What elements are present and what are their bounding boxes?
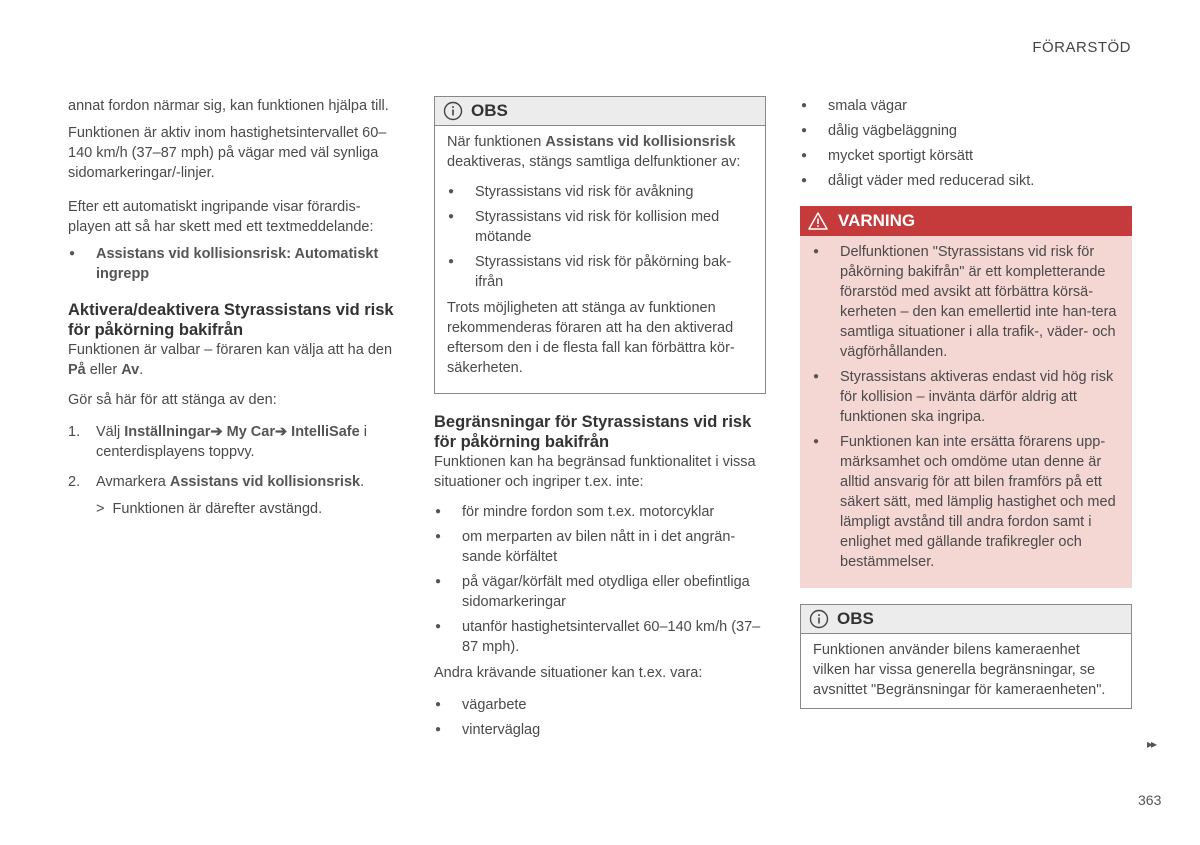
list-item: ● mycket sportigt körsätt	[800, 146, 1132, 166]
list-item: ● vinterväglag	[434, 720, 766, 740]
obs-header	[801, 605, 1131, 634]
list-item: ● smala vägar	[800, 96, 1132, 116]
paragraph: Funktionen är aktiv inom hastighetsintervallet 60–140 km/h (37–87 mph) på vägar med väl synliga sidomarkeringar/-linjer.	[68, 125, 387, 181]
list-item: ● vägarbete	[434, 695, 766, 715]
paragraph: När funktionen Assistans vid kollisionsrisk deaktiveras, stängs samtliga delfunktioner av:	[447, 134, 741, 170]
list-item: ● Styrassistans aktiveras endast vid hög risk för kollision – invänta därför aldrig att funktionen ska ingripa.	[812, 367, 1120, 427]
list-item: ● dåligt väder med reducerad sikt.	[800, 171, 1132, 191]
step-result: > Funktionen är därefter avstängd.	[96, 501, 323, 517]
column-right	[800, 96, 1132, 727]
setting-name: Assistans vid kollisionsrisk	[169, 474, 361, 490]
menu-path-mycar: My Car	[226, 424, 275, 440]
list-item: ● Styrassistans vid risk för avåkning	[447, 182, 753, 202]
warning-triangle-icon	[808, 212, 828, 230]
section-heading: Aktivera/deaktivera Styrassistans vid risk för påkörning bakifrån	[68, 301, 394, 339]
obs-body	[801, 634, 1131, 708]
limitation-list	[434, 502, 766, 657]
obs-title: OBS	[471, 101, 508, 120]
situation-list	[434, 695, 766, 740]
arrow-right-icon: ➔	[210, 424, 223, 440]
paragraph: Funktionen använder bilens kameraenhet vilken har vissa generella begränsningar, se avsnittet "Begränsningar för kameraenheten".	[813, 642, 1106, 698]
page-number: 363	[1138, 792, 1162, 808]
paragraph: Andra krävande situationer kan t.ex. vara:	[434, 665, 703, 681]
paragraph: Funktionen är valbar – föraren kan välja att ha den På eller Av.	[68, 342, 393, 378]
section-heading: Begränsningar för Styrassistans vid risk för påkörning bakifrån	[434, 413, 752, 451]
option-on: På	[68, 362, 86, 378]
paragraph: Efter ett automatiskt ingripande visar förardis-playen att så har skett med ett textmeddelande:	[68, 199, 374, 235]
list-item: ● på vägar/körfält med otydliga eller obefintliga sidomarkeringar	[434, 572, 766, 612]
list-item: ● för mindre fordon som t.ex. motorcyklar	[434, 502, 766, 522]
list-item: ● utanför hastighetsintervallet 60–140 km/h (37–87 mph).	[434, 617, 766, 657]
column-middle	[434, 96, 766, 746]
info-circle-icon	[443, 101, 463, 121]
obs-title: OBS	[837, 609, 874, 628]
list-item: ● dålig vägbeläggning	[800, 121, 1132, 141]
message-list	[68, 244, 398, 284]
list-item: ● Funktionen kan inte ersätta förarens upp-märksamhet och omdöme utan denne är alltid ansvarig för att bilen framförs på ett säkert sätt, med lämplig hastighet och med lämpligt avstånd till andra fordon samt i enlighet med gällande trafikregler och bestämmelser.	[812, 432, 1120, 572]
subfunction-list	[447, 182, 753, 292]
obs-header	[435, 97, 765, 126]
step-item: 1. Välj Inställningar➔ My Car➔ IntelliSafe i centerdisplayens toppvy.	[68, 424, 367, 460]
column-left	[68, 96, 398, 519]
arrow-right-icon: ➔	[274, 424, 288, 440]
paragraph: Trots möjligheten att stänga av funktionen rekommenderas föraren att ha den aktiverad eftersom den i de flesta fall kan förbättra kör-säkerheten.	[447, 300, 735, 376]
situation-list-continued	[800, 96, 1132, 191]
obs-body	[435, 126, 765, 393]
warning-title: VARNING	[838, 211, 916, 230]
paragraph: annat fordon närmar sig, kan funktionen hjälpa till.	[68, 98, 389, 114]
warning-box	[800, 206, 1132, 588]
list-item: ● Styrassistans vid risk för kollision med mötande	[447, 207, 753, 247]
section-header: FÖRARSTÖD	[1032, 39, 1131, 56]
info-circle-icon	[809, 609, 829, 629]
list-item: ● Styrassistans vid risk för påkörning bak-ifrån	[447, 252, 753, 292]
steps-list	[68, 422, 398, 492]
message-text: Assistans vid kollisionsrisk: Automatiskt ingrepp	[96, 246, 379, 282]
list-item	[68, 244, 398, 284]
step-item: 2. Avmarkera Assistans vid kollisionsrisk.	[68, 474, 365, 490]
warning-header	[800, 206, 1132, 236]
menu-path-intellisafe: IntelliSafe	[291, 424, 360, 440]
paragraph: Gör så här för att stänga av den:	[68, 392, 277, 408]
list-item: ● Delfunktionen "Styrassistans vid risk för påkörning bakifrån" är ett kompletterande förarstöd med avsikt att förbättra körsä-kerheten – den kan emellertid inte han-tera samtliga situationer i alla trafik-, väder- och vägförhållanden.	[812, 242, 1120, 362]
option-off: Av	[121, 362, 140, 378]
paragraph: Funktionen kan ha begränsad funktionalitet i vissa situationer och ingriper t.ex. inte:	[434, 454, 756, 490]
next-page-icon: ▸▸	[1147, 737, 1156, 751]
menu-path-settings: Inställningar	[124, 424, 211, 440]
obs-note-box	[434, 96, 766, 394]
list-item: ● om merparten av bilen nått in i det angrän-sande körfältet	[434, 527, 766, 567]
warning-body	[800, 236, 1132, 588]
warning-list	[812, 242, 1120, 572]
obs-note-box	[800, 604, 1132, 709]
